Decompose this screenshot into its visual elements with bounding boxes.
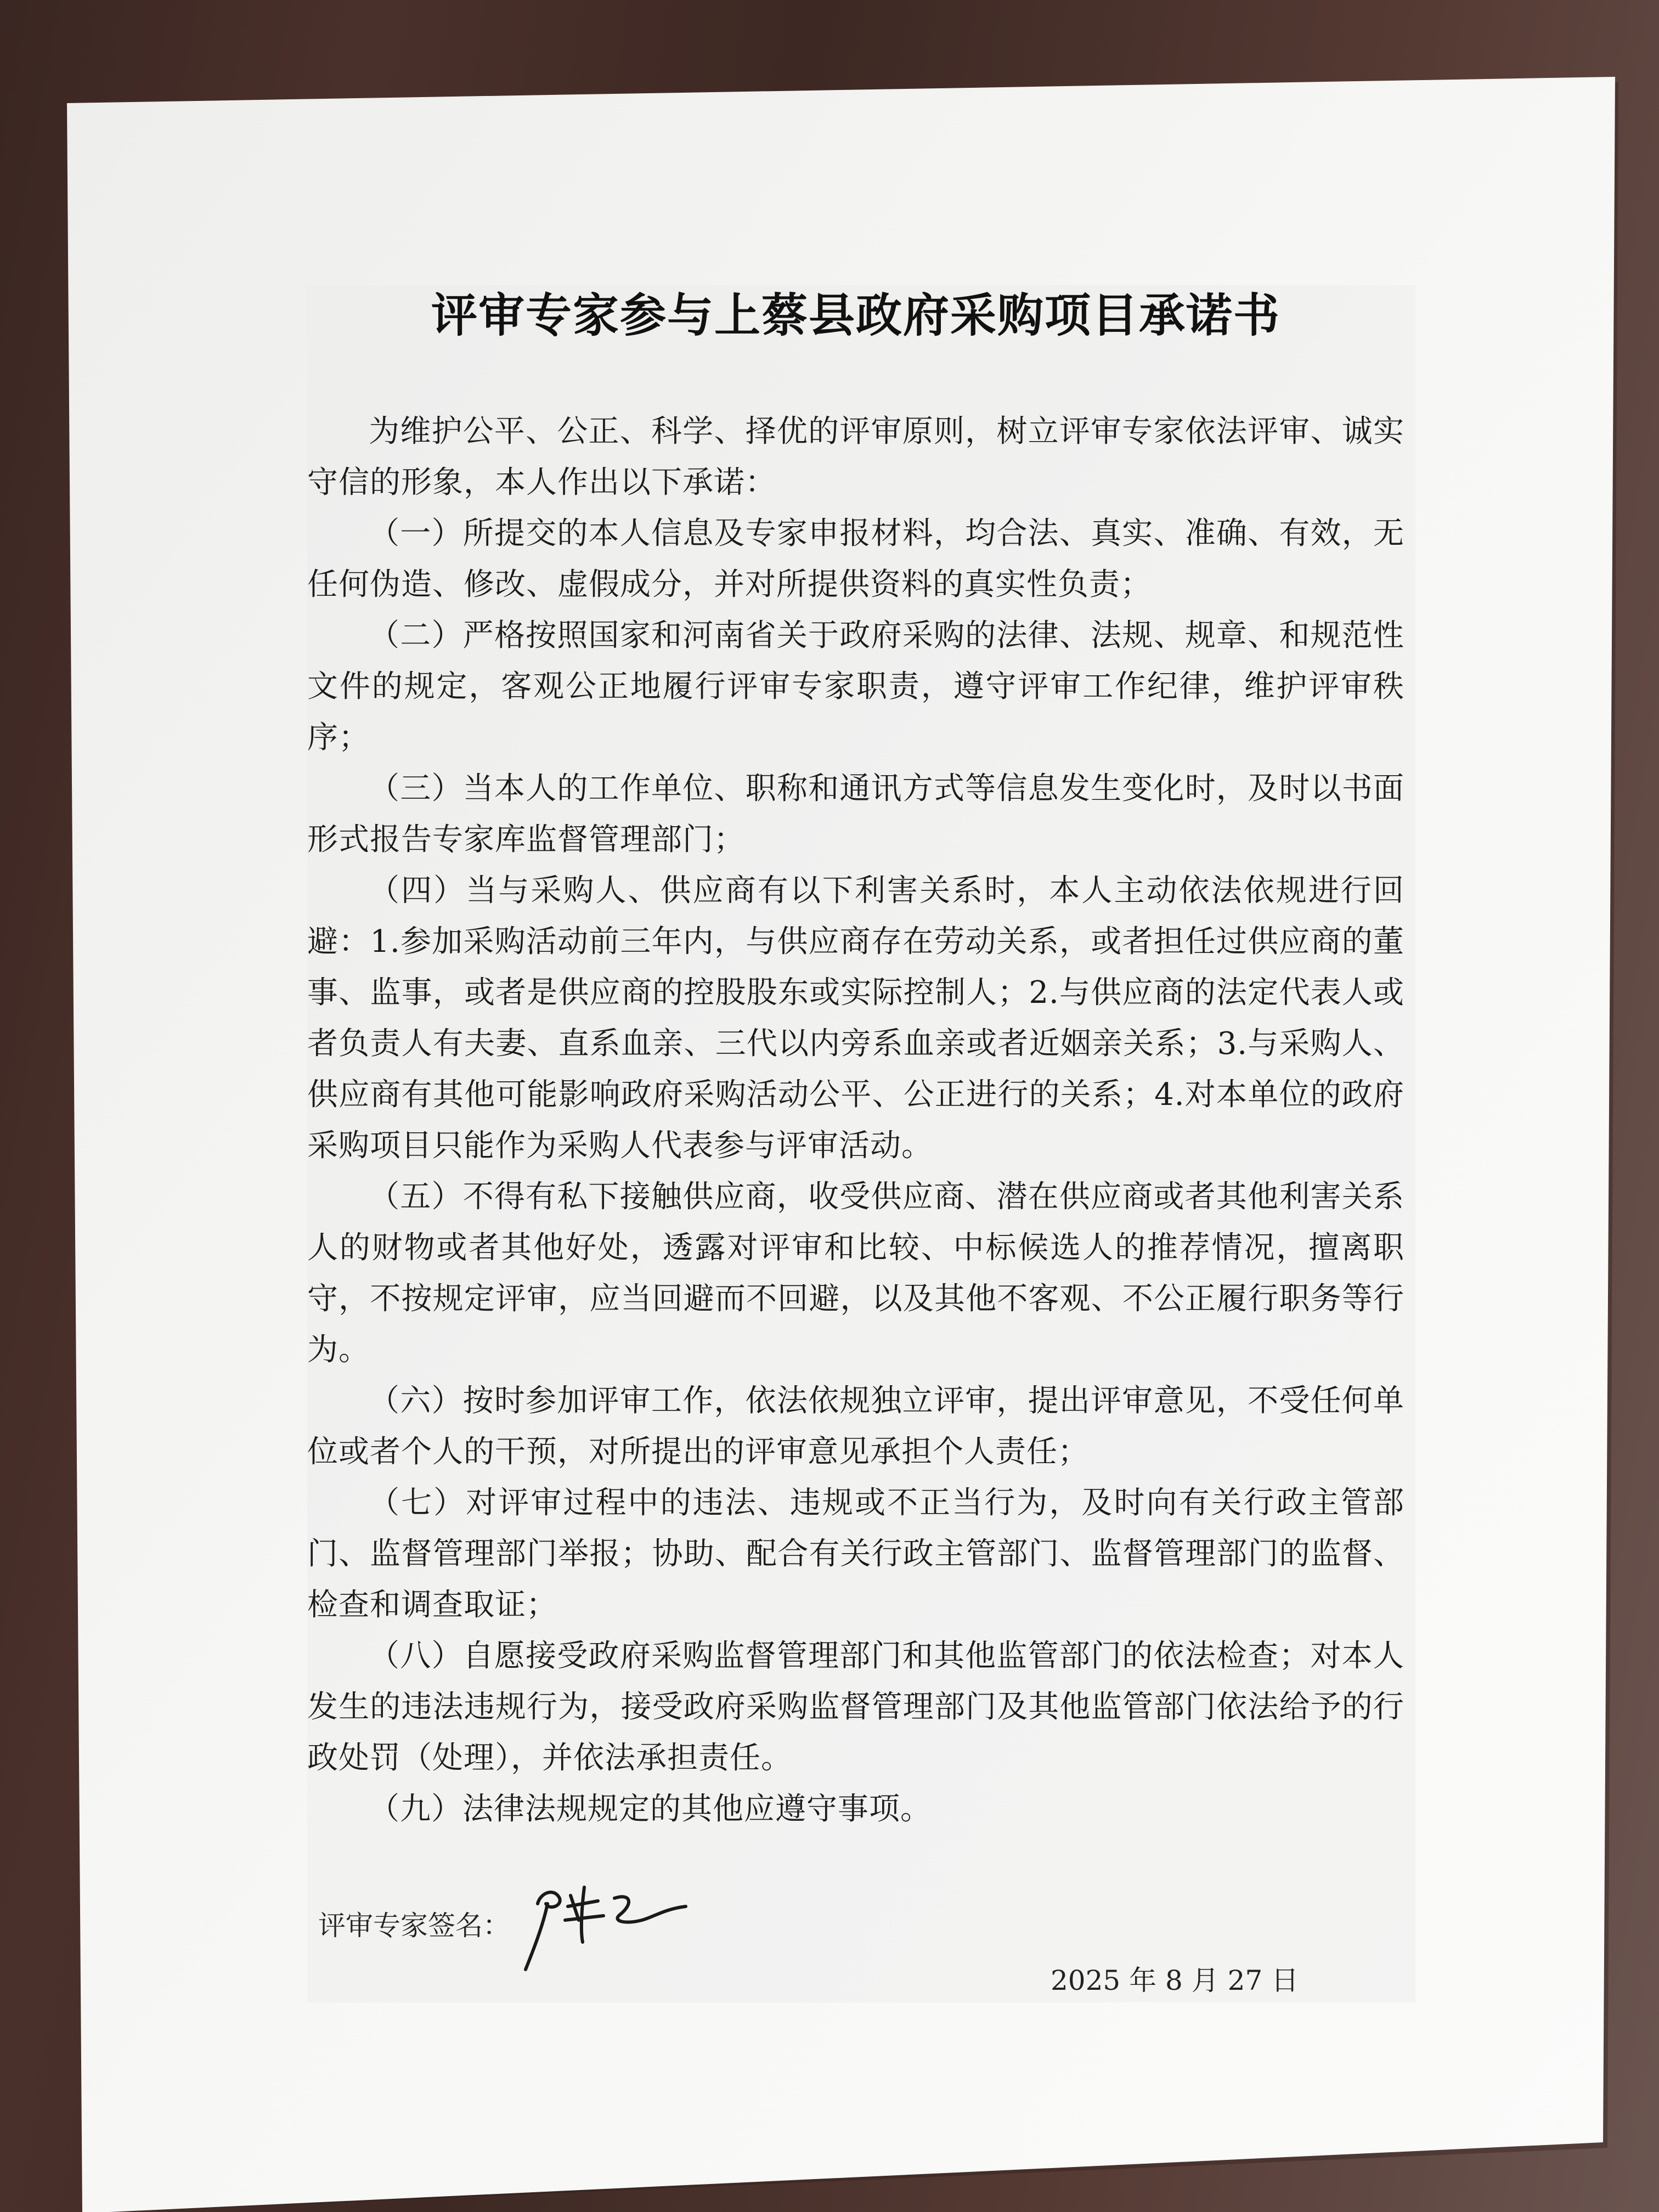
signature-label: 评审专家签名： <box>318 1910 510 1942</box>
paragraph-4: （四）当与采购人、供应商有以下利害关系时，本人主动依法依规进行回避：1.参加采购活动前三年内，与供应商存在劳动关系，或者担任过供应商的董事、监事，或者是供应商的控股股东或实际控制人；2.与供应商的法定代表人或者负责人有夫妻、直系血亲、三代以内旁系血亲或者近姻亲关系；3.与采购人、供应商有其他可能影响政府采购活动公平、公正进行的关系；4.对本单位的政府采购项目只能作为采购人代表参与评审活动。 <box>307 873 1404 1164</box>
paragraph-intro: 为维护公平、公正、科学、择优的评审原则，树立评审专家依法评审、诚实守信的形象，本人作出以下承诺： <box>307 414 1404 500</box>
document-title: 评审专家参与上蔡县政府采购项目承诺书 <box>431 288 1280 342</box>
paragraph-5: （五）不得有私下接触供应商，收受供应商、潜在供应商或者其他利害关系人的财物或者其他好处，透露对评审和比较、中标候选人的推荐情况，擅离职守，不按规定评审，应当回避而不回避，以及其他不客观、不公正履行职务等行为。 <box>307 1179 1404 1368</box>
paragraph-8: （八）自愿接受政府采购监督管理部门和其他监管部门的依法检查；对本人发生的违法违规行为，接受政府采购监督管理部门及其他监管部门依法给予的行政处罚（处理），并依法承担责任。 <box>307 1638 1404 1776</box>
paragraph-7: （七）对评审过程中的违法、违规或不正当行为，及时向有关行政主管部门、监督管理部门举报；协助、配合有关行政主管部门、监督管理部门的监督、检查和调查取证； <box>307 1485 1404 1623</box>
paragraph-3: （三）当本人的工作单位、职称和通讯方式等信息发生变化时，及时以书面形式报告专家库监督管理部门； <box>307 771 1404 857</box>
paragraph-1: （一）所提交的本人信息及专家申报材料，均合法、真实、准确、有效，无任何伪造、修改、虚假成分，并对所提供资料的真实性负责； <box>307 516 1404 602</box>
paragraph-6: （六）按时参加评审工作，依法依规独立评审，提出评审意见，不受任何单位或者个人的干预，对所提出的评审意见承担个人责任； <box>307 1383 1404 1470</box>
paragraph-9: （九）法律法规规定的其他应遵守事项。 <box>369 1791 932 1827</box>
paragraph-2: （二）严格按照国家和河南省关于政府采购的法律、法规、规章、和规范性文件的规定，客观公正地履行评审专家职责，遵守评审工作纪律，维护评审秩序； <box>307 618 1404 755</box>
handwritten-signature <box>516 1871 697 1975</box>
document-body <box>307 285 1404 1835</box>
signing-date: 2025 年 8 月 27 日 <box>1051 1965 1299 1996</box>
